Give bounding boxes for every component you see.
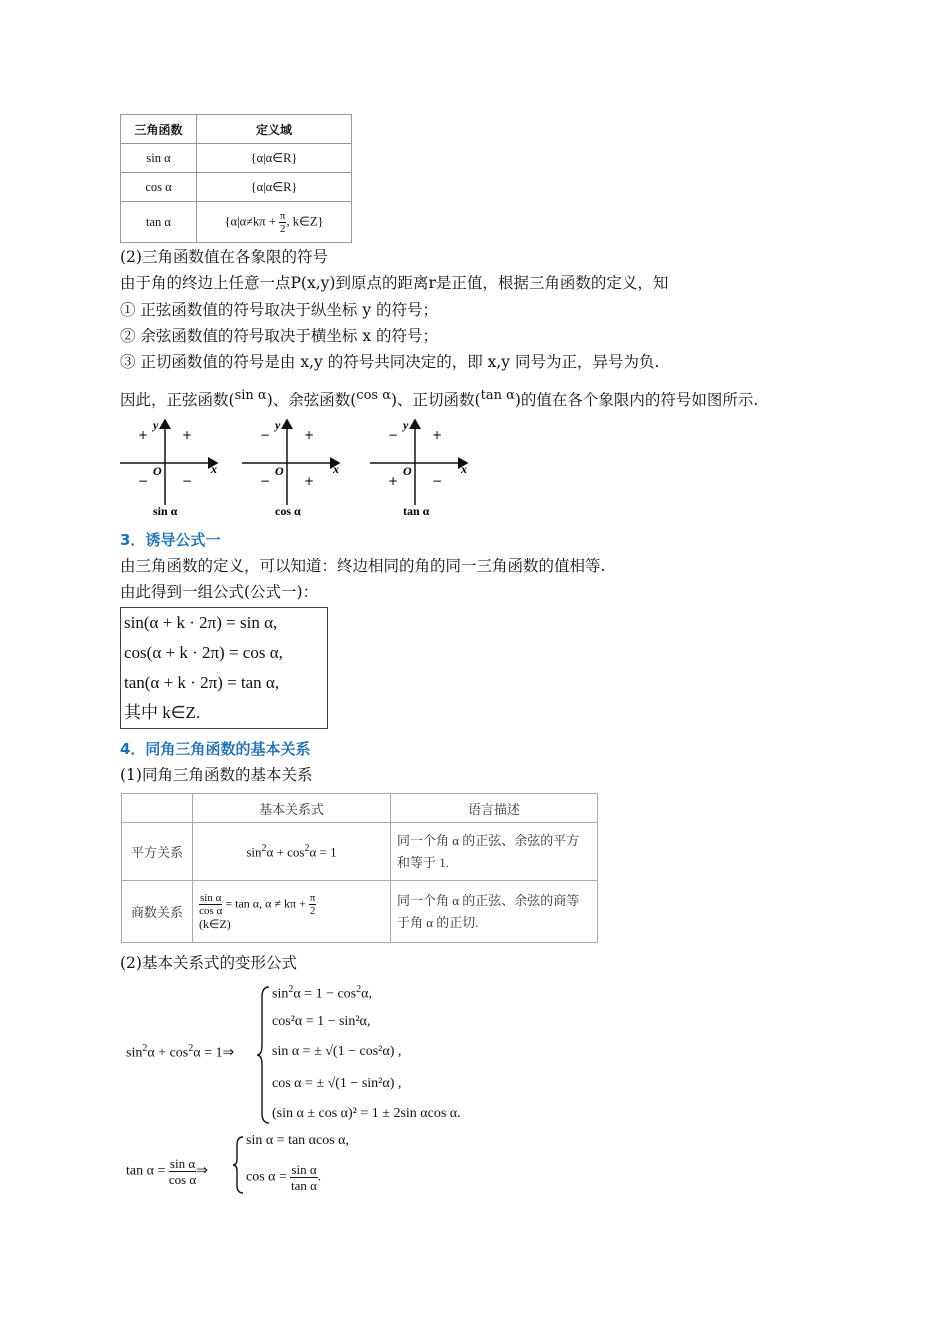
subsection-title: (2)基本关系式的变形公式 bbox=[120, 954, 297, 972]
table-cell: {α|α∈R} bbox=[197, 144, 352, 173]
quadrant-sign: − bbox=[182, 474, 193, 488]
table-cell: 商数关系 bbox=[122, 881, 193, 943]
formula-line: cos²α = 1 − sin²α, bbox=[272, 1014, 371, 1029]
table-cell: $\frac{\text{sin α}}{\text{cos α}}$ = tan α, α ≠ kπ + $\frac{\pi}{2}$ (k∈Z) bbox=[193, 881, 391, 943]
table-header: 三角函数 bbox=[121, 115, 197, 144]
list-item: ② 余弦函数值的符号取决于横坐标 x 的符号； bbox=[120, 327, 439, 345]
quadrant-sign: + bbox=[304, 428, 315, 442]
quadrant-sign: − bbox=[388, 428, 399, 442]
formula-line: cos α = ± √(1 − sin²α) , bbox=[272, 1076, 402, 1091]
x-axis-label: x bbox=[211, 462, 217, 476]
list-item: ① 正弦函数值的符号取决于纵坐标 y 的符号； bbox=[120, 301, 439, 319]
formula-line: sin α = ± √(1 − cos²α) , bbox=[272, 1044, 402, 1059]
table-header bbox=[122, 794, 193, 823]
paragraph: 由于角的终边上任意一点P(x,y)到原点的距离r是正值，根据三角函数的定义，知 bbox=[120, 274, 669, 292]
quadrant-sign: + bbox=[182, 428, 193, 442]
formula-line: (sin α ± cos α)² = 1 ± 2sin αcos α. bbox=[272, 1106, 461, 1121]
fraction: $\frac{\text{sin α}}{\text{cos α}}$ bbox=[199, 891, 223, 917]
formula-line: cos α = $\frac{\text{sin α}}{\text{tan α}}$ . bbox=[246, 1162, 322, 1193]
x-axis-label: x bbox=[333, 462, 339, 476]
table-header: 基本关系式 bbox=[193, 794, 391, 823]
y-axis-label: y bbox=[275, 418, 281, 432]
paragraph: 由三角函数的定义，可以知道：终边相同的角的同一三角函数的值相等. bbox=[120, 557, 606, 575]
formula-line: tan(α + k · 2π) = tan α, bbox=[124, 673, 280, 692]
origin-label: O bbox=[403, 464, 412, 478]
paragraph: 由此得到一组公式(公式一)： bbox=[120, 583, 319, 601]
brace-icon bbox=[232, 1135, 246, 1195]
quadrant-sign: − bbox=[138, 474, 149, 488]
formula-line: $\sin^2\alpha = 1 - \cos^2\alpha$, bbox=[272, 984, 372, 1002]
identity-left: $\sin^2\alpha + \cos^2\alpha$ = 1⇒ bbox=[126, 1043, 235, 1061]
origin-label: O bbox=[275, 464, 284, 478]
origin-label: O bbox=[153, 464, 162, 478]
y-axis-label: y bbox=[403, 418, 409, 432]
formula-line: sin α = tan αcos α, bbox=[246, 1133, 350, 1148]
list-item: ③ 正切函数值的符号是由 x,y 的符号共同决定的，即 x,y 同号为正，异号为负. bbox=[120, 353, 660, 371]
table-cell: tan α bbox=[121, 202, 197, 243]
table-cell: {α|α∈R} bbox=[197, 173, 352, 202]
domain-table bbox=[120, 114, 352, 243]
diagram-caption: sin α bbox=[153, 504, 178, 518]
formula-box bbox=[120, 607, 328, 729]
quadrant-sign: + bbox=[432, 428, 443, 442]
paragraph: 因此，正弦函数($^{sin \alpha}$)、余弦函数($^{cos \alpha}$)、正切函数($^{tan \alpha}$)的值在各个象限内的符号如图所示. bbox=[120, 388, 759, 410]
quadrant-sign: − bbox=[260, 428, 271, 442]
table-header: 语言描述 bbox=[391, 794, 598, 823]
quadrant-sign-diagrams bbox=[115, 415, 475, 523]
y-axis-label: y bbox=[153, 418, 159, 432]
table-cell: $\sin^2\alpha + \cos^2\alpha = 1$ bbox=[193, 823, 391, 881]
table-cell: 同一个角 α 的正弦、余弦的商等于角 α 的正切. bbox=[391, 881, 598, 943]
quadrant-sign: + bbox=[304, 474, 315, 488]
subsection-title: (1)同角三角函数的基本关系 bbox=[120, 766, 313, 784]
formula-line: cos(α + k · 2π) = cos α, bbox=[124, 643, 283, 662]
table-cell: 同一个角 α 的正弦、余弦的平方和等于 1. bbox=[391, 823, 598, 881]
quadrant-sign: − bbox=[260, 474, 271, 488]
diagram-caption: cos α bbox=[275, 504, 301, 518]
brace-icon bbox=[256, 985, 272, 1125]
diagram-caption: tan α bbox=[403, 504, 430, 518]
identity-left: tan α = $\frac{\text{sin α}}{\text{cos α}}$ ⇒ bbox=[126, 1156, 208, 1187]
relation-table bbox=[121, 793, 598, 943]
section-heading: 3．诱导公式一 bbox=[120, 531, 221, 549]
table-cell: sin α bbox=[121, 144, 197, 173]
table-cell: cos α bbox=[121, 173, 197, 202]
section-heading: 4．同角三角函数的基本关系 bbox=[120, 740, 311, 758]
formula-line: 其中 k∈Z. bbox=[124, 703, 201, 722]
quadrant-sign: + bbox=[388, 474, 399, 488]
quadrant-sign: + bbox=[138, 428, 149, 442]
table-header: 定义域 bbox=[197, 115, 352, 144]
quadrant-sign: − bbox=[432, 474, 443, 488]
section-title: (2)三角函数值在各象限的符号 bbox=[120, 248, 328, 266]
fraction: $\frac{\pi}{2}$ bbox=[279, 209, 286, 235]
table-cell: 平方关系 bbox=[122, 823, 193, 881]
table-cell: {α|α≠kπ + $\frac{\pi}{2}$ , k∈Z} bbox=[197, 202, 352, 243]
formula-line: sin(α + k · 2π) = sin α, bbox=[124, 613, 278, 632]
x-axis-label: x bbox=[461, 462, 467, 476]
